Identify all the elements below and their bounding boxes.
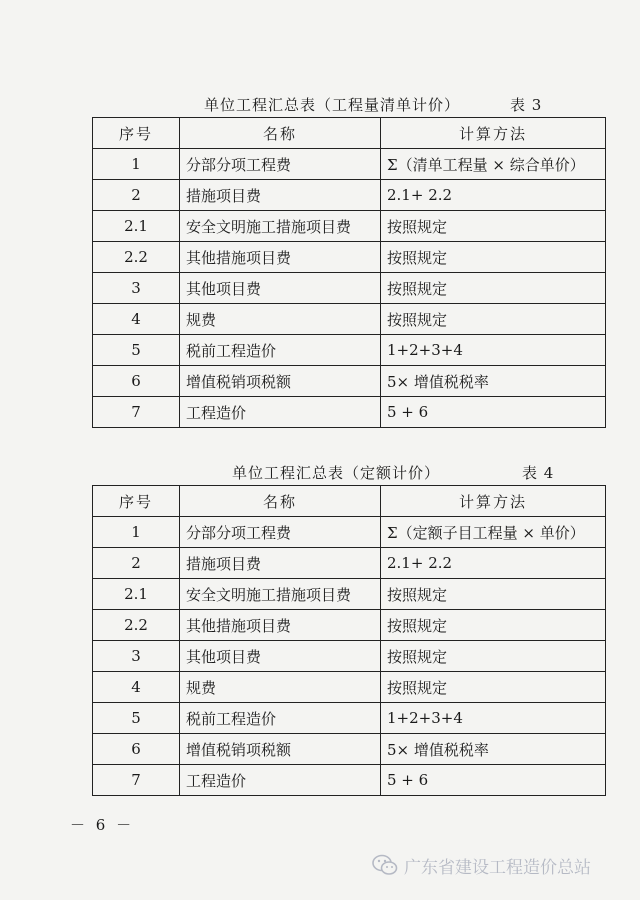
row-method: 按照规定 bbox=[381, 273, 606, 304]
table-row bbox=[93, 273, 606, 304]
row-number: 7 bbox=[93, 765, 180, 796]
table-row bbox=[93, 548, 606, 579]
row-number: 4 bbox=[93, 304, 180, 335]
row-method: 5× 增值税税率 bbox=[381, 366, 606, 397]
row-method: 按照规定 bbox=[381, 242, 606, 273]
table-3-caption bbox=[204, 94, 544, 115]
row-method: Σ（定额子目工程量 × 单价） bbox=[381, 517, 606, 548]
row-name: 规费 bbox=[180, 304, 381, 335]
row-name: 增值税销项税额 bbox=[180, 734, 381, 765]
table-3-header-row bbox=[93, 118, 606, 149]
table-row bbox=[93, 517, 606, 548]
header-no: 序号 bbox=[93, 486, 180, 517]
table-row bbox=[93, 579, 606, 610]
watermark-text: 广东省建设工程造价总站 bbox=[404, 857, 591, 878]
row-number: 6 bbox=[93, 366, 180, 397]
table-3-title: 单位工程汇总表（工程量清单计价） bbox=[204, 96, 461, 114]
table-row bbox=[93, 211, 606, 242]
row-name: 其他项目费 bbox=[180, 641, 381, 672]
table-row bbox=[93, 672, 606, 703]
page-number: － 6 － bbox=[70, 816, 135, 834]
row-number: 6 bbox=[93, 734, 180, 765]
row-method: 5× 增值税税率 bbox=[381, 734, 606, 765]
row-method: 2.1+ 2.2 bbox=[381, 548, 606, 579]
table-row bbox=[93, 397, 606, 428]
table-row bbox=[93, 641, 606, 672]
row-number: 1 bbox=[93, 517, 180, 548]
table-row bbox=[93, 335, 606, 366]
row-number: 3 bbox=[93, 273, 180, 304]
table-4-label: 表 4 bbox=[522, 464, 555, 482]
header-method: 计算方法 bbox=[381, 486, 606, 517]
header-no: 序号 bbox=[93, 118, 180, 149]
row-method: 按照规定 bbox=[381, 304, 606, 335]
row-name: 税前工程造价 bbox=[180, 703, 381, 734]
row-number: 2 bbox=[93, 548, 180, 579]
row-method: 1+2+3+4 bbox=[381, 335, 606, 366]
table-row bbox=[93, 366, 606, 397]
row-number: 2.1 bbox=[93, 579, 180, 610]
wechat-icon bbox=[372, 854, 398, 876]
row-method: 按照规定 bbox=[381, 610, 606, 641]
row-method: 2.1+ 2.2 bbox=[381, 180, 606, 211]
row-name: 增值税销项税额 bbox=[180, 366, 381, 397]
row-number: 5 bbox=[93, 335, 180, 366]
row-name: 工程造价 bbox=[180, 765, 381, 796]
table-4-caption bbox=[232, 462, 562, 483]
table-4-title: 单位工程汇总表（定额计价） bbox=[232, 464, 441, 482]
table-row bbox=[93, 149, 606, 180]
table-3-label: 表 3 bbox=[510, 96, 543, 114]
table-4 bbox=[92, 485, 606, 796]
row-number: 2.1 bbox=[93, 211, 180, 242]
row-name: 分部分项工程费 bbox=[180, 149, 381, 180]
row-name: 工程造价 bbox=[180, 397, 381, 428]
row-method: 按照规定 bbox=[381, 672, 606, 703]
row-name: 其他措施项目费 bbox=[180, 242, 381, 273]
row-name: 规费 bbox=[180, 672, 381, 703]
row-name: 措施项目费 bbox=[180, 548, 381, 579]
watermark bbox=[372, 852, 591, 878]
row-number: 1 bbox=[93, 149, 180, 180]
row-name: 其他项目费 bbox=[180, 273, 381, 304]
row-method: 1+2+3+4 bbox=[381, 703, 606, 734]
row-method: 按照规定 bbox=[381, 211, 606, 242]
row-number: 2.2 bbox=[93, 610, 180, 641]
header-name: 名称 bbox=[180, 118, 381, 149]
table-4-header-row bbox=[93, 486, 606, 517]
row-name: 分部分项工程费 bbox=[180, 517, 381, 548]
row-name: 其他措施项目费 bbox=[180, 610, 381, 641]
row-method: 按照规定 bbox=[381, 641, 606, 672]
row-number: 2.2 bbox=[93, 242, 180, 273]
row-number: 2 bbox=[93, 180, 180, 211]
row-name: 措施项目费 bbox=[180, 180, 381, 211]
header-method: 计算方法 bbox=[381, 118, 606, 149]
row-name: 税前工程造价 bbox=[180, 335, 381, 366]
header-name: 名称 bbox=[180, 486, 381, 517]
table-row bbox=[93, 765, 606, 796]
table-row bbox=[93, 610, 606, 641]
row-number: 4 bbox=[93, 672, 180, 703]
row-number: 3 bbox=[93, 641, 180, 672]
row-number: 7 bbox=[93, 397, 180, 428]
table-4-body bbox=[93, 517, 606, 796]
row-method: 5 + 6 bbox=[381, 765, 606, 796]
row-method: Σ（清单工程量 × 综合单价） bbox=[381, 149, 606, 180]
table-row bbox=[93, 304, 606, 335]
row-name: 安全文明施工措施项目费 bbox=[180, 579, 381, 610]
table-3 bbox=[92, 117, 606, 428]
table-row bbox=[93, 734, 606, 765]
table-3-body bbox=[93, 149, 606, 428]
table-row bbox=[93, 703, 606, 734]
row-method: 5 + 6 bbox=[381, 397, 606, 428]
table-row bbox=[93, 242, 606, 273]
row-number: 5 bbox=[93, 703, 180, 734]
row-name: 安全文明施工措施项目费 bbox=[180, 211, 381, 242]
table-row bbox=[93, 180, 606, 211]
row-method: 按照规定 bbox=[381, 579, 606, 610]
